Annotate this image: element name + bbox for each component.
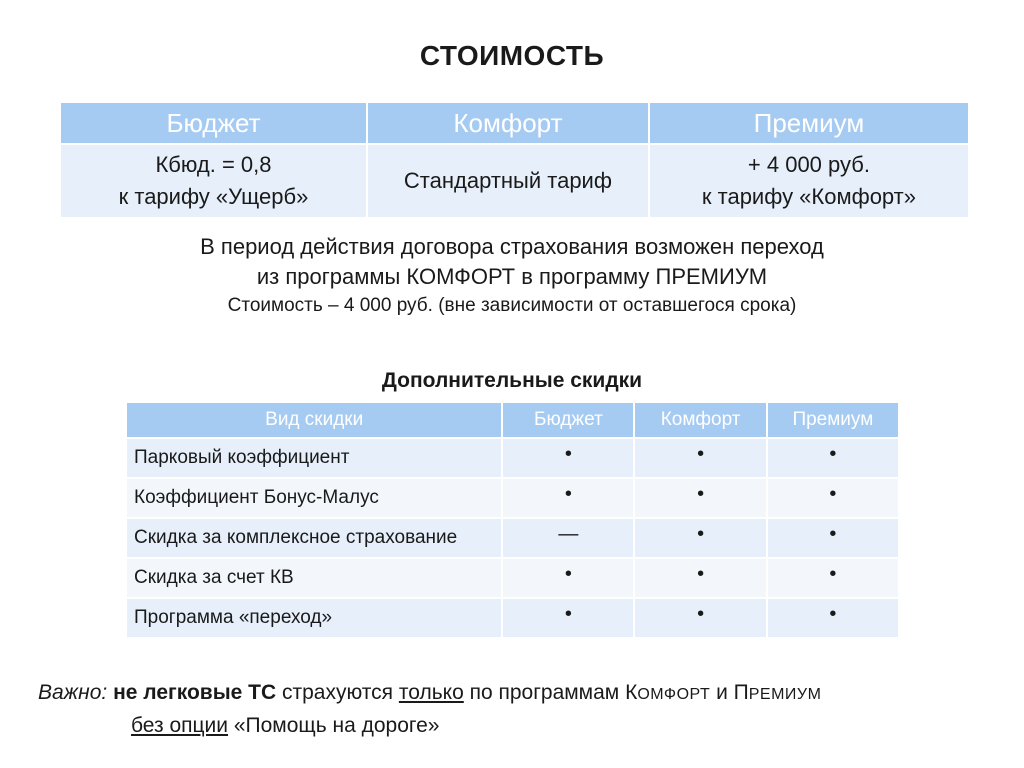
header-comfort: Комфорт (634, 402, 766, 438)
komfort-first-letter: К (625, 681, 638, 704)
important-no-option: без опции (131, 714, 229, 737)
cost-premium-line2: к тарифу «Комфорт» (701, 184, 916, 209)
header-comfort: Комфорт (367, 102, 649, 144)
komfort-rest: ОМФОРТ (637, 686, 711, 703)
discount-name: Программа «переход» (126, 598, 502, 638)
discount-name: Скидка за комплексное страхование (126, 518, 502, 558)
header-premium: Премиум (649, 102, 969, 144)
discount-name: Скидка за счет КВ (126, 558, 502, 598)
budget-mark: • (502, 438, 634, 478)
comfort-mark: • (634, 478, 766, 518)
cost-table-header (60, 102, 969, 144)
premium-mark: • (767, 598, 899, 638)
important-bold: не легковые ТС (113, 681, 277, 704)
premium-mark: • (767, 518, 899, 558)
note-line-1: В период действия договора страхования возможен переход (200, 234, 824, 259)
important-label: Важно: (38, 681, 108, 704)
header-premium: Премиум (767, 402, 899, 438)
important-only: только (398, 681, 464, 704)
important-text-2: по программам (463, 681, 626, 704)
important-text-1: страхуются (276, 681, 399, 704)
budget-mark: • (502, 558, 634, 598)
header-budget: Бюджет (502, 402, 634, 438)
table-row (126, 478, 899, 518)
comfort-mark: • (634, 558, 766, 598)
premium-first-letter: П (733, 681, 749, 704)
note-line-2: из программы КОМФОРТ в программу ПРЕМИУМ (256, 264, 768, 289)
important-line-1 (38, 677, 1008, 710)
page-title: СТОИМОСТЬ (419, 40, 605, 71)
cost-budget (60, 144, 367, 218)
header-budget: Бюджет (60, 102, 367, 144)
discount-name: Парковый коэффициент (126, 438, 502, 478)
cost-premium (649, 144, 969, 218)
premium-mark: • (767, 438, 899, 478)
note-line-3: Стоимость – 4 000 руб. (вне зависимости от оставшегося срока) (227, 295, 797, 316)
discount-name: Коэффициент Бонус-Малус (126, 478, 502, 518)
comfort-mark: • (634, 598, 766, 638)
budget-mark: — (502, 518, 634, 558)
discounts-header (126, 402, 899, 438)
important-line-2 (38, 710, 1008, 741)
table-row (126, 518, 899, 558)
table-row (126, 598, 899, 638)
comfort-mark: • (634, 438, 766, 478)
cost-budget-line2: к тарифу «Ущерб» (118, 184, 309, 209)
cost-comfort (367, 144, 649, 218)
premium-mark: • (767, 558, 899, 598)
comfort-mark: • (634, 518, 766, 558)
cost-comfort-line1: Стандартный тариф (403, 168, 612, 193)
budget-mark: • (502, 478, 634, 518)
cost-premium-line1: + 4 000 руб. (747, 152, 870, 177)
discounts-table (125, 401, 900, 639)
table-row (126, 438, 899, 478)
header-discount-type: Вид скидки (126, 402, 502, 438)
important-note (38, 677, 1008, 741)
transition-note (0, 232, 1024, 320)
table-row (126, 558, 899, 598)
discounts-title: Дополнительные скидки (381, 369, 643, 392)
important-and: и (710, 681, 734, 704)
cost-table-row (60, 144, 969, 218)
important-help: «Помощь на дороге» (228, 714, 440, 737)
premium-rest: РЕМИУМ (748, 686, 822, 703)
premium-mark: • (767, 478, 899, 518)
cost-budget-line1: Кбюд. = 0,8 (155, 152, 272, 177)
budget-mark: • (502, 598, 634, 638)
cost-table (59, 101, 970, 219)
